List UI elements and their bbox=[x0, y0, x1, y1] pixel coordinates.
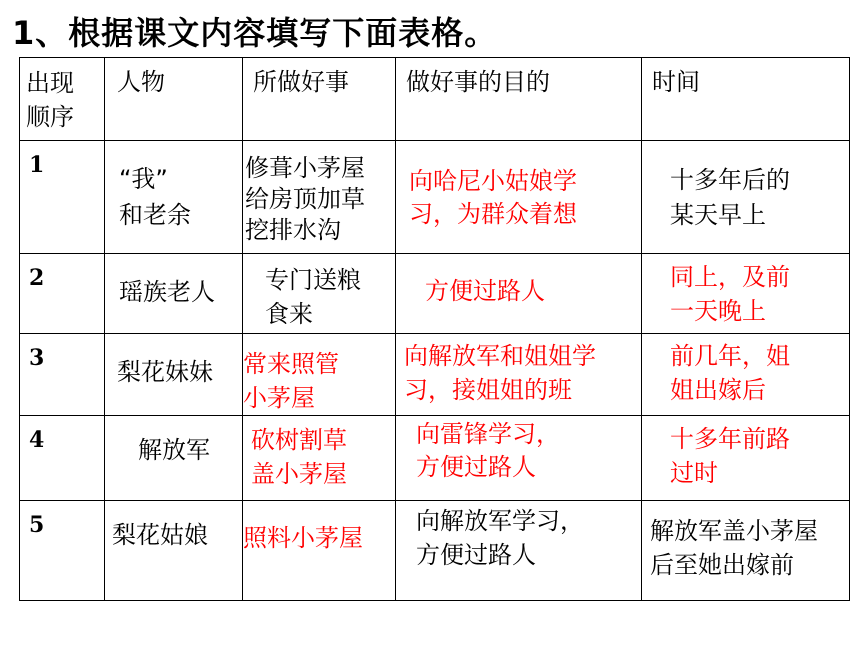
order-number: 3 bbox=[29, 345, 45, 371]
purpose-answer: 向哈尼小姑娘学 习，为群众着想 bbox=[409, 167, 577, 228]
person-name: 解放军 bbox=[138, 436, 210, 464]
table-cell bbox=[396, 334, 642, 416]
deed-answer: 砍树割草 盖小茅屋 bbox=[251, 426, 347, 488]
table-cell bbox=[396, 501, 642, 601]
order-number: 5 bbox=[29, 512, 45, 538]
table-cell bbox=[642, 334, 850, 416]
table-cell bbox=[396, 141, 642, 254]
page-title: 1、根据课文内容填写下面表格。 bbox=[12, 14, 498, 52]
table-cell bbox=[243, 141, 396, 254]
table-cell bbox=[20, 254, 105, 334]
time-answer: 同上，及前 一天晚上 bbox=[670, 263, 790, 325]
person-name: 梨花姑娘 bbox=[112, 521, 208, 549]
table-cell bbox=[243, 501, 396, 601]
table-cell bbox=[20, 416, 105, 501]
table-row bbox=[20, 141, 850, 254]
table-cell bbox=[396, 254, 642, 334]
table-row bbox=[20, 334, 850, 416]
table-cell bbox=[642, 501, 850, 601]
table-header-row bbox=[20, 58, 850, 141]
person-name: 梨花妹妹 bbox=[117, 358, 213, 386]
header-cell bbox=[396, 58, 642, 141]
table-row bbox=[20, 501, 850, 601]
table-cell bbox=[20, 141, 105, 254]
table-cell bbox=[243, 416, 396, 501]
purpose-answer: 方便过路人 bbox=[425, 277, 545, 305]
table-cell bbox=[105, 141, 243, 254]
table-cell bbox=[642, 254, 850, 334]
table-cell bbox=[243, 254, 396, 334]
answer-table bbox=[19, 57, 850, 601]
table-cell bbox=[20, 334, 105, 416]
table-cell bbox=[105, 254, 243, 334]
order-number: 1 bbox=[29, 152, 45, 178]
order-number: 2 bbox=[29, 265, 45, 291]
deed-text: 专门送粮 食来 bbox=[265, 266, 361, 328]
time-answer: 前几年，姐 姐出嫁后 bbox=[670, 342, 790, 404]
person-name: “我” 和老余 bbox=[119, 165, 191, 229]
table-cell bbox=[396, 416, 642, 501]
person-name: 瑶族老人 bbox=[119, 278, 215, 306]
table-row bbox=[20, 254, 850, 334]
header-person: 人物 bbox=[117, 68, 165, 96]
order-number: 4 bbox=[29, 427, 45, 453]
purpose-answer: 向雷锋学习， 方便过路人 bbox=[416, 420, 560, 481]
header-time: 时间 bbox=[652, 68, 700, 96]
header-cell bbox=[642, 58, 850, 141]
time-text: 十多年后的 某天早上 bbox=[670, 166, 790, 229]
deed-answer: 常来照管 小茅屋 bbox=[243, 350, 339, 412]
header-order: 出现 顺序 bbox=[26, 69, 74, 131]
header-cell bbox=[20, 58, 105, 141]
table-cell bbox=[105, 501, 243, 601]
table-cell bbox=[105, 334, 243, 416]
header-deed: 所做好事 bbox=[253, 68, 349, 96]
table-cell bbox=[642, 416, 850, 501]
table-cell bbox=[20, 501, 105, 601]
purpose-text: 向解放军学习， 方便过路人 bbox=[416, 507, 584, 569]
table-cell bbox=[642, 141, 850, 254]
deed-answer: 照料小茅屋 bbox=[243, 524, 363, 552]
table-cell bbox=[243, 334, 396, 416]
purpose-answer: 向解放军和姐姐学 习，接姐姐的班 bbox=[404, 342, 596, 404]
table-cell bbox=[105, 416, 243, 501]
time-text: 解放军盖小茅屋 后至她出嫁前 bbox=[650, 517, 818, 579]
table-row bbox=[20, 416, 850, 501]
time-answer: 十多年前路 过时 bbox=[670, 425, 790, 487]
header-cell bbox=[105, 58, 243, 141]
header-purpose: 做好事的目的 bbox=[406, 68, 550, 96]
deed-text: 修葺小茅屋 给房顶加草 挖排水沟 bbox=[245, 154, 365, 244]
header-cell bbox=[243, 58, 396, 141]
